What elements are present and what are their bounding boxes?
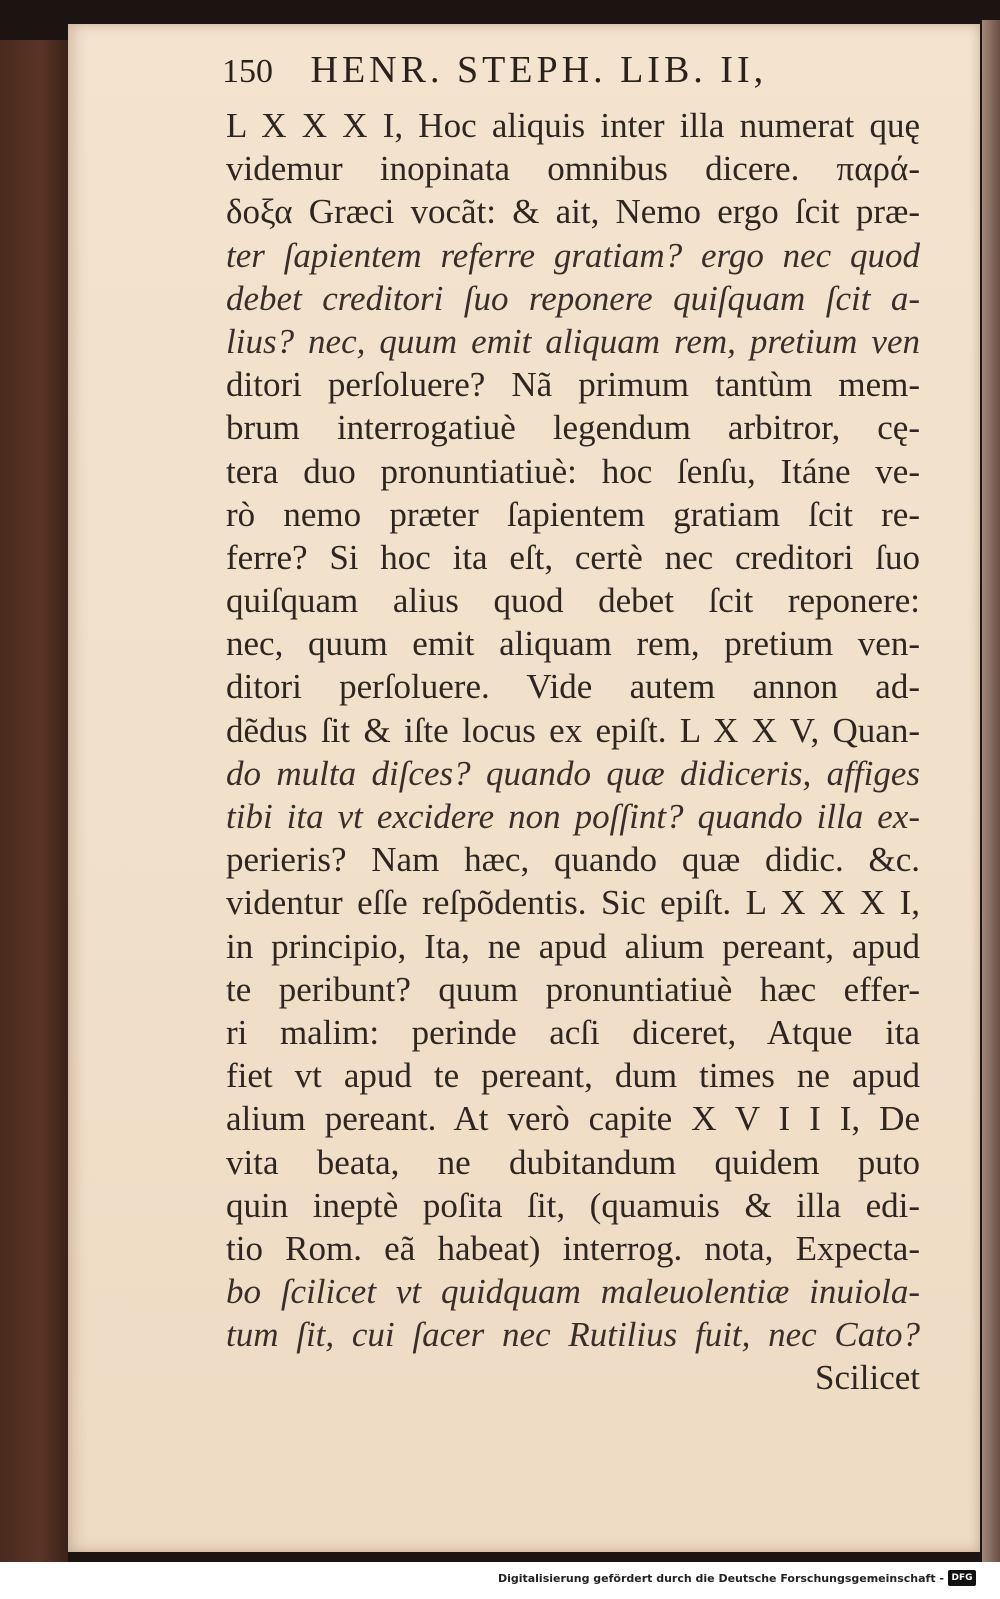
- text-line: rò nemo præter ſapientem gratiam ſcit re-: [226, 494, 920, 534]
- text-block: [226, 104, 920, 1400]
- text-line: fiet vt apud te pereant, dum times ne apud: [226, 1056, 920, 1096]
- text-line: ferre? Si hoc ita eſt, certè nec creditori ſuo: [226, 537, 920, 577]
- text-line: alium pereant. At verò capite X V I I I, De: [226, 1099, 920, 1139]
- page-number: 150: [222, 53, 273, 90]
- text-line: debet creditori ſuo reponere quiſquam ſcit a-: [226, 278, 920, 318]
- running-head: [222, 48, 922, 100]
- text-line: quin ineptè poſita ſit, (quamuis & illa edi-: [226, 1185, 920, 1225]
- text-line: in principio, Ita, ne apud alium pereant, apud: [226, 926, 920, 966]
- digitization-footer: [0, 1562, 1000, 1599]
- text-line: L X X X I, Hoc aliquis inter illa numerat quę: [226, 106, 920, 145]
- text-line: tera duo pronuntiatiuè: hoc ſenſu, Itáne ve-: [226, 451, 920, 491]
- text-line: tum ſit, cui ſacer nec Rutilius fuit, nec Cato?: [226, 1315, 920, 1355]
- text-line: bo ſcilicet vt quidquam maleuolentiæ inuiola-: [226, 1272, 920, 1312]
- text-line: quiſquam alius quod debet ſcit reponere:: [226, 581, 920, 621]
- text-line: ditori perſoluere? Nã primum tantùm mem-: [226, 365, 920, 405]
- text-line: perieris? Nam hæc, quando quæ didic. &c.: [226, 840, 920, 880]
- text-line: dẽdus ſit & iſte locus ex epiſt. L X X V, Quan-: [226, 710, 920, 750]
- text-line: videmur inopinata omnibus dicere. παρά-: [226, 149, 920, 189]
- text-line: brum interrogatiuè legendum arbitror, cę-: [226, 408, 920, 448]
- book-cover-right-edge: [982, 20, 1000, 1562]
- text-line: tibi ita vt excidere non poſſint? quando illa ex-: [226, 797, 920, 836]
- text-line: vita beata, ne dubitandum quidem puto: [226, 1142, 920, 1182]
- text-line: te peribunt? quum pronuntiatiuè hæc effer-: [226, 969, 920, 1009]
- running-head-title: HENR. STEPH. LIB. II,: [310, 49, 768, 91]
- text-line: ditori perſoluere. Vide autem annon ad-: [226, 667, 920, 707]
- text-line: do multa diſces? quando quæ didiceris, affiges: [226, 753, 920, 793]
- text-line: δοξα Græci vocãt: & ait, Nemo ergo ſcit præ-: [226, 192, 920, 232]
- text-line: ri malim: perinde acſi diceret, Atque ita: [226, 1012, 920, 1052]
- funding-notice: Digitalisierung gefördert durch die Deutsche Forschungsgemeinschaft -: [497, 1572, 944, 1585]
- dfg-logo: DFG: [948, 1570, 976, 1586]
- book-cover-left-edge: [0, 40, 68, 1562]
- text-line: lius? nec, quum emit aliquam rem, pretium ven: [226, 321, 920, 361]
- text-line: nec, quum emit aliquam rem, pretium ven-: [226, 624, 920, 664]
- catchword: Scilicet: [815, 1358, 920, 1398]
- text-line: tio Rom. eã habeat) interrog. nota, Expecta-: [226, 1228, 920, 1268]
- text-line: videntur eſſe reſpõdentis. Sic epiſt. L X X X I,: [226, 883, 920, 923]
- text-line: ter ſapientem referre gratiam? ergo nec quod: [226, 235, 920, 275]
